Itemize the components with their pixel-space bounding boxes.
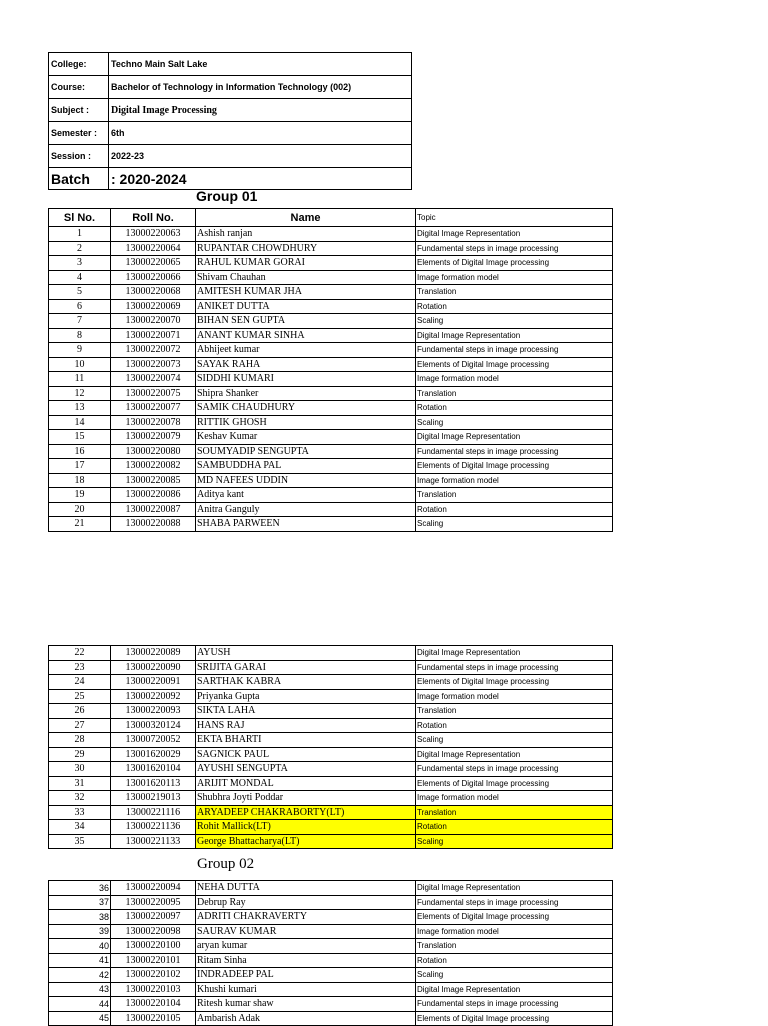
cell-topic: Digital Image Representation [416, 227, 613, 242]
cell-name: SARTHAK KABRA [196, 675, 416, 690]
cell-name: SAMIK CHAUDHURY [196, 401, 416, 416]
cell-name: ANANT KUMAR SINHA [196, 328, 416, 343]
cell-topic: Scaling [416, 415, 613, 430]
cell-name: SIDDHI KUMARI [196, 372, 416, 387]
table-row [49, 299, 613, 314]
table-row [49, 747, 613, 762]
cell-name: Rohit Mallick(LT) [196, 820, 416, 835]
info-label: College: [49, 53, 109, 76]
table-row [49, 791, 613, 806]
cell-roll-no: 13000220103 [111, 982, 196, 997]
cell-roll-no: 13000220089 [111, 646, 196, 661]
cell-name: SHABA PARWEEN [196, 517, 416, 532]
table-row [49, 401, 613, 416]
cell-roll-no: 13000220085 [111, 473, 196, 488]
cell-name: AMITESH KUMAR JHA [196, 285, 416, 300]
cell-roll-no: 13000220086 [111, 488, 196, 503]
cell-roll-no: 13000220069 [111, 299, 196, 314]
cell-topic: Digital Image Representation [416, 430, 613, 445]
cell-topic: Fundamental steps in image processing [416, 241, 613, 256]
info-label: Subject : [49, 99, 109, 122]
cell-name: aryan kumar [196, 939, 416, 954]
cell-topic: Rotation [416, 299, 613, 314]
table-row [49, 372, 613, 387]
cell-roll-no: 13000220070 [111, 314, 196, 329]
cell-sl-no: 27 [49, 718, 111, 733]
cell-topic: Scaling [416, 834, 613, 849]
cell-roll-no: 13000221133 [111, 834, 196, 849]
table-row [49, 675, 613, 690]
cell-sl-no: 30 [49, 762, 111, 777]
cell-name: SAMBUDDHA PAL [196, 459, 416, 474]
table-row [49, 660, 613, 675]
cell-roll-no: 13000219013 [111, 791, 196, 806]
table-row [49, 953, 613, 968]
cell-roll-no: 13000220064 [111, 241, 196, 256]
cell-topic: Digital Image Representation [416, 646, 613, 661]
cell-name: Ashish ranjan [196, 227, 416, 242]
cell-name: George Bhattacharya(LT) [196, 834, 416, 849]
cell-name: Shivam Chauhan [196, 270, 416, 285]
cell-sl-no: 20 [49, 502, 111, 517]
cell-sl-no: 12 [49, 386, 111, 401]
table-row [49, 982, 613, 997]
table-row [49, 386, 613, 401]
cell-name: Aditya kant [196, 488, 416, 503]
cell-topic: Translation [416, 285, 613, 300]
cell-sl-no: 14 [49, 415, 111, 430]
cell-name: SIKTA LAHA [196, 704, 416, 719]
cell-topic: Fundamental steps in image processing [416, 343, 613, 358]
cell-sl-no: 15 [49, 430, 111, 445]
group-02-table [48, 880, 613, 1026]
info-row [49, 99, 412, 122]
table-row [49, 646, 613, 661]
table-row [49, 473, 613, 488]
group-01-title: Group 01 [196, 188, 258, 204]
cell-name: Keshav Kumar [196, 430, 416, 445]
info-value: Digital Image Processing [109, 99, 412, 122]
table-row [49, 1011, 613, 1026]
info-label: Semester : [49, 122, 109, 145]
cell-topic: Scaling [416, 968, 613, 983]
cell-roll-no: 13001620113 [111, 776, 196, 791]
cell-name: Ambarish Adak [196, 1011, 416, 1026]
cell-sl-no: 23 [49, 660, 111, 675]
cell-roll-no: 13000220100 [111, 939, 196, 954]
cell-sl-no: 21 [49, 517, 111, 532]
cell-roll-no: 13000720052 [111, 733, 196, 748]
cell-roll-no: 13000220091 [111, 675, 196, 690]
cell-sl-no: 35 [49, 834, 111, 849]
cell-roll-no: 13000220101 [111, 953, 196, 968]
table-row [49, 241, 613, 256]
table-row [49, 689, 613, 704]
cell-sl-no: 37 [49, 895, 111, 910]
table-row [49, 733, 613, 748]
cell-sl-no: 2 [49, 241, 111, 256]
cell-topic: Rotation [416, 820, 613, 835]
cell-roll-no: 13000220082 [111, 459, 196, 474]
cell-topic: Translation [416, 386, 613, 401]
cell-sl-no: 7 [49, 314, 111, 329]
cell-topic: Translation [416, 488, 613, 503]
cell-sl-no: 10 [49, 357, 111, 372]
cell-roll-no: 13001620104 [111, 762, 196, 777]
cell-sl-no: 1 [49, 227, 111, 242]
info-label: Session : [49, 145, 109, 168]
header-name: Name [196, 209, 416, 227]
cell-topic: Elements of Digital Image processing [416, 1011, 613, 1026]
table-row [49, 488, 613, 503]
batch-row [49, 168, 412, 190]
cell-topic: Scaling [416, 733, 613, 748]
cell-sl-no: 13 [49, 401, 111, 416]
cell-topic: Digital Image Representation [416, 328, 613, 343]
cell-roll-no: 13000320124 [111, 718, 196, 733]
info-label: Course: [49, 76, 109, 99]
cell-topic: Scaling [416, 314, 613, 329]
cell-roll-no: 13000220066 [111, 270, 196, 285]
header-roll-no: Roll No. [111, 209, 196, 227]
info-value: 6th [109, 122, 412, 145]
cell-name: EKTA BHARTI [196, 733, 416, 748]
cell-roll-no: 13000220102 [111, 968, 196, 983]
cell-sl-no: 8 [49, 328, 111, 343]
cell-sl-no: 41 [49, 953, 111, 968]
table-row [49, 895, 613, 910]
cell-sl-no: 32 [49, 791, 111, 806]
cell-topic: Digital Image Representation [416, 747, 613, 762]
cell-name: RUPANTAR CHOWDHURY [196, 241, 416, 256]
cell-sl-no: 9 [49, 343, 111, 358]
batch-label: Batch [49, 168, 109, 190]
cell-name: RITTIK GHOSH [196, 415, 416, 430]
cell-topic: Translation [416, 704, 613, 719]
cell-sl-no: 26 [49, 704, 111, 719]
cell-topic: Image formation model [416, 924, 613, 939]
cell-topic: Rotation [416, 401, 613, 416]
cell-roll-no: 13000220080 [111, 444, 196, 459]
cell-sl-no: 43 [49, 982, 111, 997]
cell-topic: Digital Image Representation [416, 982, 613, 997]
cell-name: Priyanka Gupta [196, 689, 416, 704]
cell-roll-no: 13000220078 [111, 415, 196, 430]
cell-sl-no: 4 [49, 270, 111, 285]
info-value: 2022-23 [109, 145, 412, 168]
table-row [49, 227, 613, 242]
table-row [49, 444, 613, 459]
cell-topic: Elements of Digital Image processing [416, 459, 613, 474]
cell-topic: Fundamental steps in image processing [416, 660, 613, 675]
table-row [49, 285, 613, 300]
cell-sl-no: 45 [49, 1011, 111, 1026]
cell-sl-no: 31 [49, 776, 111, 791]
cell-topic: Fundamental steps in image processing [416, 997, 613, 1012]
info-row [49, 122, 412, 145]
cell-name: ANIKET DUTTA [196, 299, 416, 314]
cell-sl-no: 40 [49, 939, 111, 954]
cell-topic: Fundamental steps in image processing [416, 444, 613, 459]
cell-sl-no: 17 [49, 459, 111, 474]
table-row [49, 459, 613, 474]
cell-name: Shubhra Joyti Poddar [196, 791, 416, 806]
cell-roll-no: 13001620029 [111, 747, 196, 762]
table-row [49, 704, 613, 719]
cell-sl-no: 28 [49, 733, 111, 748]
table-row [49, 343, 613, 358]
table-header-row [49, 209, 613, 227]
cell-sl-no: 24 [49, 675, 111, 690]
table-row [49, 968, 613, 983]
cell-topic: Elements of Digital Image processing [416, 776, 613, 791]
info-value: Bachelor of Technology in Information Technology (002) [109, 76, 412, 99]
cell-roll-no: 13000220063 [111, 227, 196, 242]
cell-roll-no: 13000220104 [111, 997, 196, 1012]
table-row [49, 834, 613, 849]
table-row [49, 881, 613, 896]
cell-name: Debrup Ray [196, 895, 416, 910]
cell-roll-no: 13000221116 [111, 805, 196, 820]
header-sl-no: Sl No. [49, 209, 111, 227]
cell-topic: Image formation model [416, 689, 613, 704]
cell-sl-no: 22 [49, 646, 111, 661]
cell-topic: Elements of Digital Image processing [416, 910, 613, 925]
cell-name: NEHA DUTTA [196, 881, 416, 896]
cell-roll-no: 13000220079 [111, 430, 196, 445]
cell-name: AYUSH [196, 646, 416, 661]
cell-topic: Rotation [416, 502, 613, 517]
cell-roll-no: 13000220072 [111, 343, 196, 358]
cell-name: SOUMYADIP SENGUPTA [196, 444, 416, 459]
table-row [49, 924, 613, 939]
cell-sl-no: 5 [49, 285, 111, 300]
cell-roll-no: 13000220105 [111, 1011, 196, 1026]
cell-roll-no: 13000220075 [111, 386, 196, 401]
cell-roll-no: 13000220074 [111, 372, 196, 387]
cell-name: HANS RAJ [196, 718, 416, 733]
course-info-table [48, 52, 412, 190]
table-row [49, 820, 613, 835]
cell-roll-no: 13000220090 [111, 660, 196, 675]
table-row [49, 270, 613, 285]
cell-name: SRIJITA GARAI [196, 660, 416, 675]
cell-sl-no: 18 [49, 473, 111, 488]
cell-topic: Rotation [416, 953, 613, 968]
info-row [49, 53, 412, 76]
cell-topic: Image formation model [416, 270, 613, 285]
cell-name: ADRITI CHAKRAVERTY [196, 910, 416, 925]
cell-topic: Translation [416, 939, 613, 954]
table-row [49, 762, 613, 777]
cell-roll-no: 13000220073 [111, 357, 196, 372]
cell-sl-no: 42 [49, 968, 111, 983]
cell-topic: Image formation model [416, 791, 613, 806]
cell-name: Abhijeet kumar [196, 343, 416, 358]
cell-roll-no: 13000220088 [111, 517, 196, 532]
cell-sl-no: 34 [49, 820, 111, 835]
table-row [49, 517, 613, 532]
table-row [49, 415, 613, 430]
cell-sl-no: 33 [49, 805, 111, 820]
table-row [49, 776, 613, 791]
cell-name: ARIJIT MONDAL [196, 776, 416, 791]
table-row [49, 910, 613, 925]
cell-sl-no: 29 [49, 747, 111, 762]
cell-roll-no: 13000220094 [111, 881, 196, 896]
cell-topic: Scaling [416, 517, 613, 532]
cell-topic: Fundamental steps in image processing [416, 895, 613, 910]
cell-sl-no: 11 [49, 372, 111, 387]
cell-roll-no: 13000220098 [111, 924, 196, 939]
group-02-title: Group 02 [197, 856, 255, 872]
cell-name: Shipra Shanker [196, 386, 416, 401]
cell-topic: Fundamental steps in image processing [416, 762, 613, 777]
cell-sl-no: 44 [49, 997, 111, 1012]
cell-topic: Elements of Digital Image processing [416, 256, 613, 271]
cell-sl-no: 25 [49, 689, 111, 704]
cell-name: SAYAK RAHA [196, 357, 416, 372]
table-row [49, 256, 613, 271]
header-topic: Topic [416, 209, 613, 227]
cell-name: SAURAV KUMAR [196, 924, 416, 939]
cell-roll-no: 13000220087 [111, 502, 196, 517]
group-01-continued-table [48, 645, 613, 849]
cell-sl-no: 16 [49, 444, 111, 459]
cell-topic: Elements of Digital Image processing [416, 675, 613, 690]
batch-value: : 2020-2024 [109, 168, 412, 190]
cell-sl-no: 3 [49, 256, 111, 271]
table-row [49, 718, 613, 733]
cell-roll-no: 13000220093 [111, 704, 196, 719]
cell-roll-no: 13000220068 [111, 285, 196, 300]
cell-sl-no: 6 [49, 299, 111, 314]
table-row [49, 502, 613, 517]
cell-topic: Rotation [416, 718, 613, 733]
info-row [49, 145, 412, 168]
group-01-table [48, 208, 613, 532]
table-row [49, 805, 613, 820]
cell-roll-no: 13000220097 [111, 910, 196, 925]
cell-roll-no: 13000220071 [111, 328, 196, 343]
table-row [49, 357, 613, 372]
cell-topic: Image formation model [416, 372, 613, 387]
cell-sl-no: 36 [49, 881, 111, 896]
cell-topic: Translation [416, 805, 613, 820]
info-row [49, 76, 412, 99]
info-value: Techno Main Salt Lake [109, 53, 412, 76]
cell-name: BIHAN SEN GUPTA [196, 314, 416, 329]
table-row [49, 328, 613, 343]
cell-roll-no: 13000220095 [111, 895, 196, 910]
cell-name: Ritam Sinha [196, 953, 416, 968]
table-row [49, 939, 613, 954]
cell-sl-no: 38 [49, 910, 111, 925]
cell-name: Ritesh kumar shaw [196, 997, 416, 1012]
cell-sl-no: 19 [49, 488, 111, 503]
cell-roll-no: 13000221136 [111, 820, 196, 835]
cell-name: AYUSHI SENGUPTA [196, 762, 416, 777]
table-row [49, 997, 613, 1012]
cell-name: Khushi kumari [196, 982, 416, 997]
cell-name: ARYADEEP CHAKRABORTY(LT) [196, 805, 416, 820]
cell-topic: Image formation model [416, 473, 613, 488]
cell-topic: Elements of Digital Image processing [416, 357, 613, 372]
cell-roll-no: 13000220077 [111, 401, 196, 416]
cell-name: MD NAFEES UDDIN [196, 473, 416, 488]
cell-sl-no: 39 [49, 924, 111, 939]
cell-roll-no: 13000220065 [111, 256, 196, 271]
cell-name: INDRADEEP PAL [196, 968, 416, 983]
table-row [49, 314, 613, 329]
cell-name: SAGNICK PAUL [196, 747, 416, 762]
cell-name: RAHUL KUMAR GORAI [196, 256, 416, 271]
cell-topic: Digital Image Representation [416, 881, 613, 896]
table-row [49, 430, 613, 445]
cell-roll-no: 13000220092 [111, 689, 196, 704]
cell-name: Anitra Ganguly [196, 502, 416, 517]
